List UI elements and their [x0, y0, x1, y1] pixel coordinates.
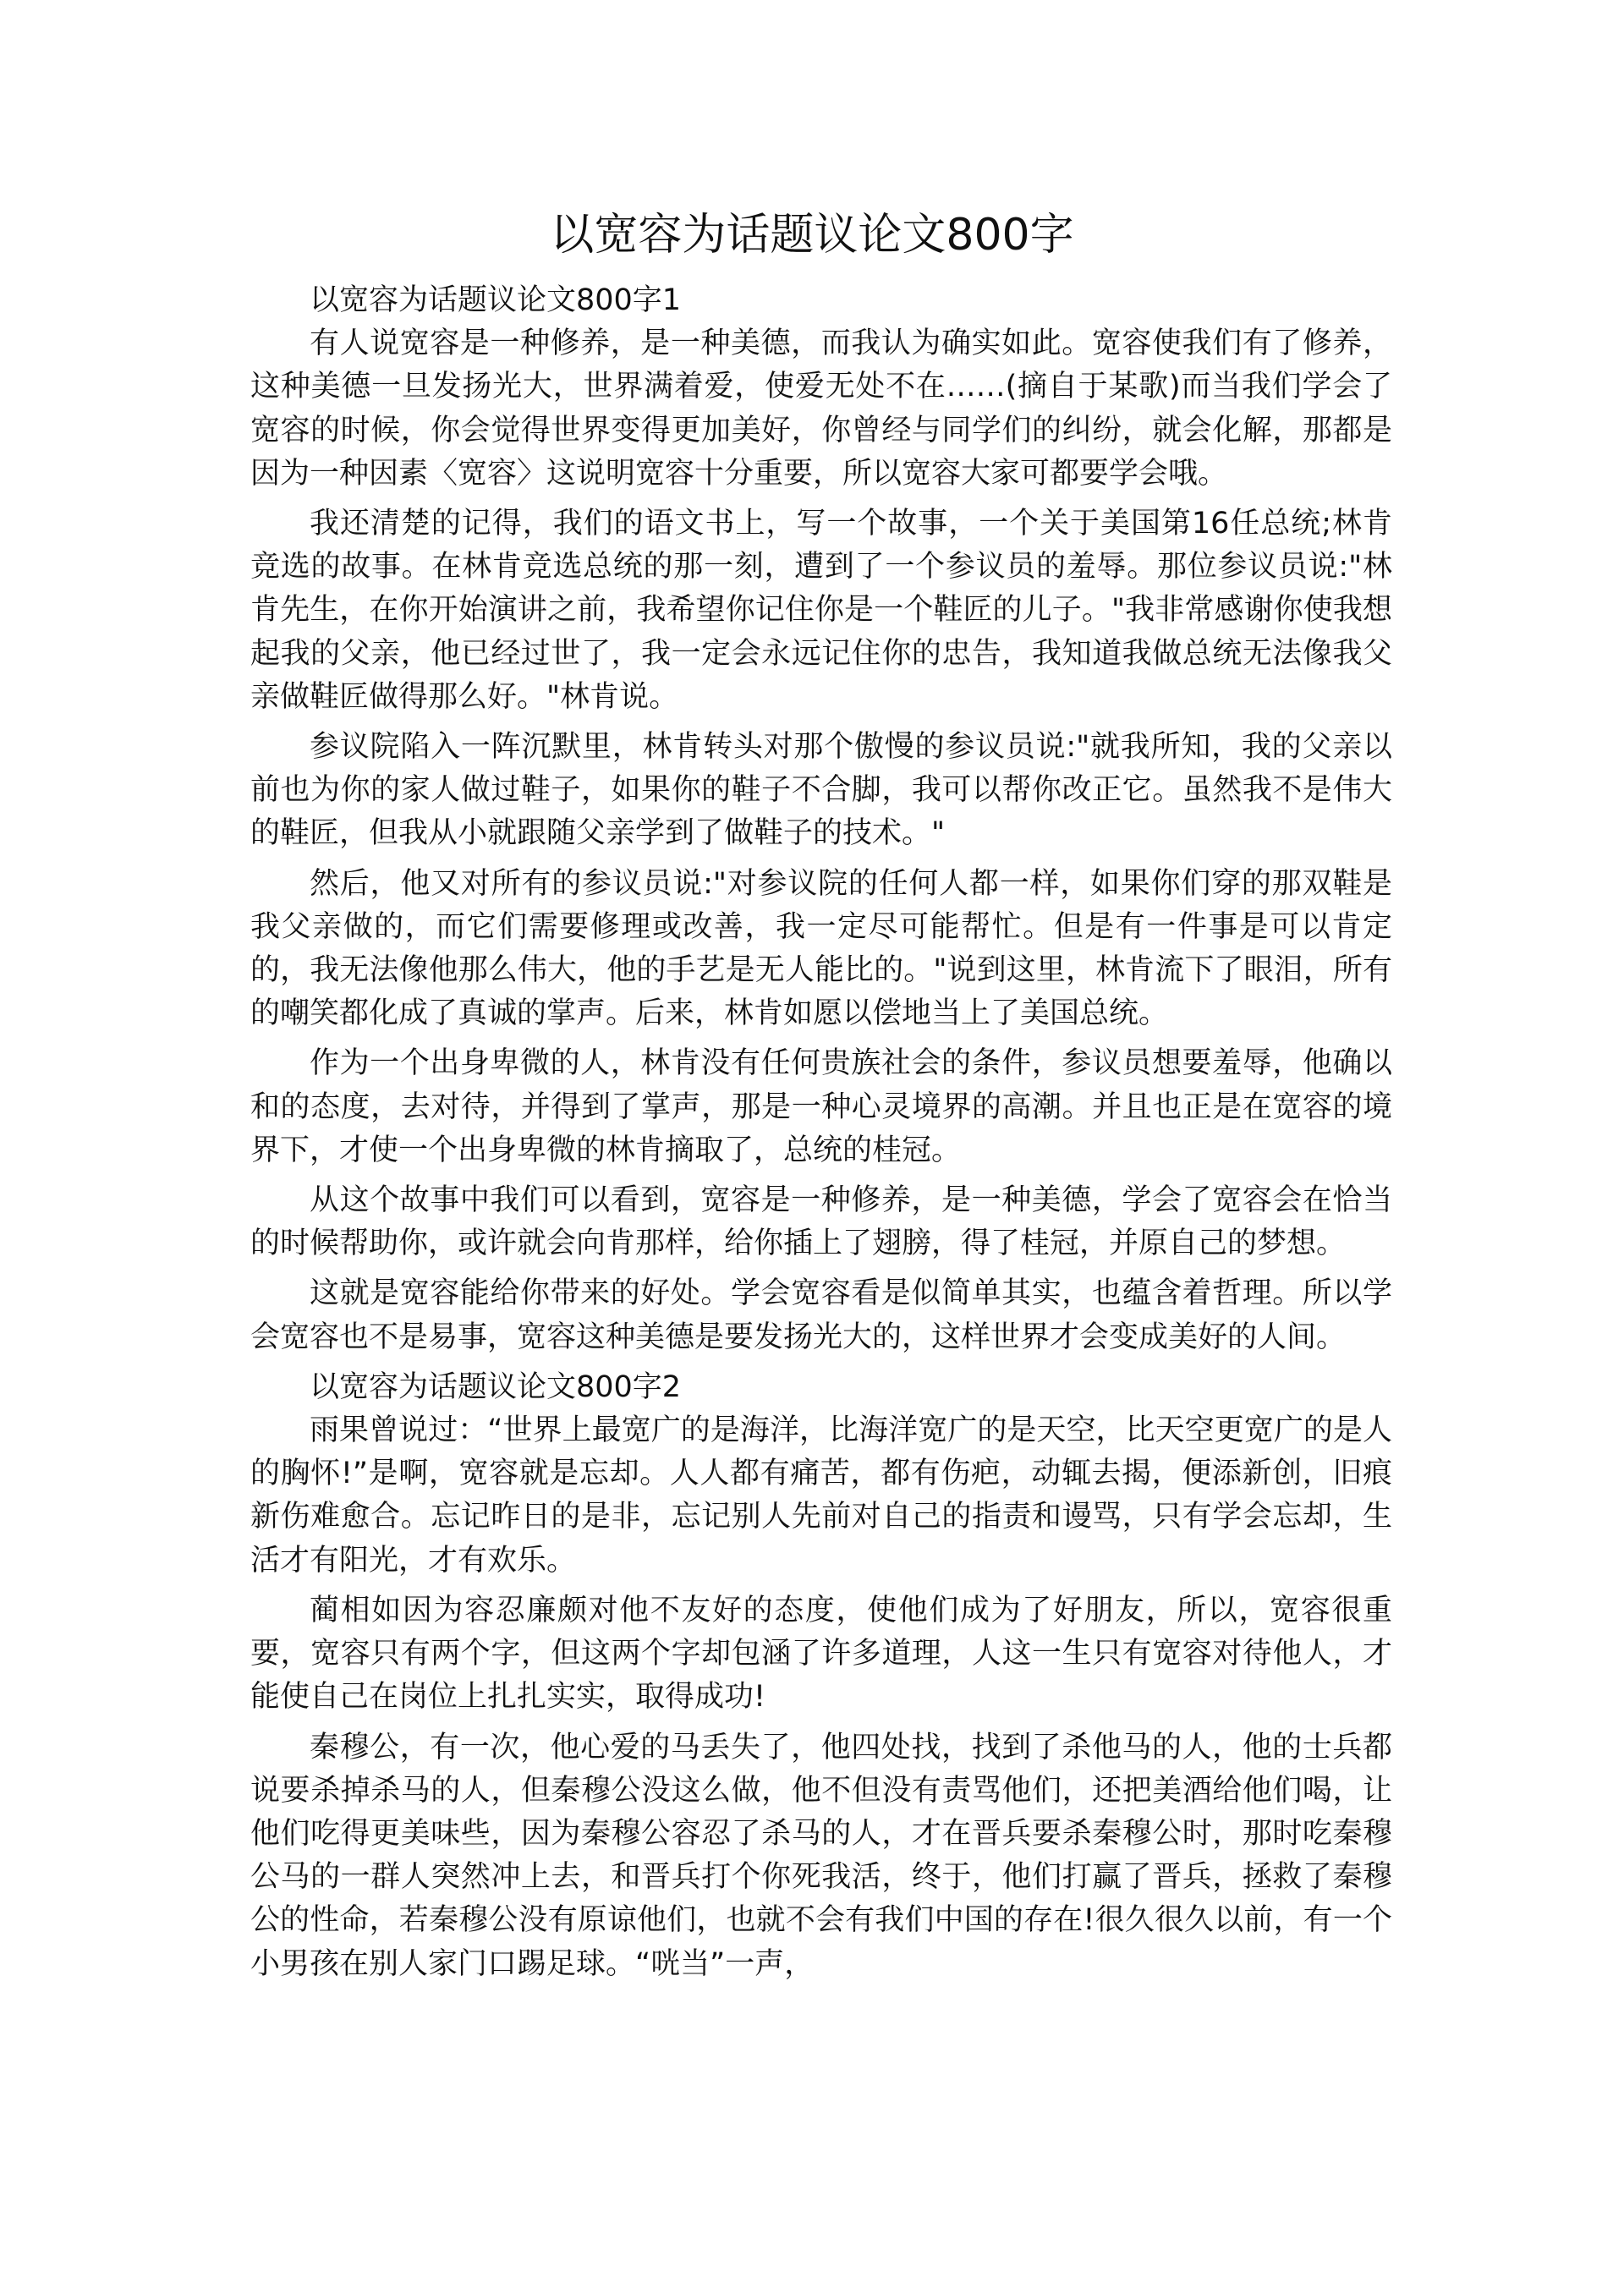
body-paragraph: 作为一个出身卑微的人，林肯没有任何贵族社会的条件，参议员想要羞辱，他确以和的态度，去对待，并得到了掌声，那是一种心灵境界的高潮。并且也正是在宽容的境界下，才使一个出身卑微的林肯摘取了，总统的桂冠。 [250, 1046, 1392, 1167]
document-title: 以宽容为话题议论文800字 [550, 210, 1074, 261]
body-paragraph: 蔺相如因为容忍廉颇对他不友好的态度，使他们成为了好朋友，所以，宽容很重要，宽容只有两个字，但这两个字却包涵了许多道理，人这一生只有宽容对待他人，才能使自己在岗位上扎扎实实，取得成功! [250, 1593, 1392, 1715]
body-paragraph: 从这个故事中我们可以看到，宽容是一种修养，是一种美德，学会了宽容会在恰当的时候帮助你，或许就会向肯那样，给你插上了翅膀，得了桂冠，并原自己的梦想。 [250, 1183, 1392, 1261]
section-heading: 以宽容为话题议论文800字2 [310, 1369, 682, 1404]
body-paragraph: 参议院陷入一阵沉默里，林肯转头对那个傲慢的参议员说:"就我所知，我的父亲以前也为你的家人做过鞋子，如果你的鞋子不合脚，我可以帮你改正它。虽然我不是伟大的鞋匠，但我从小就跟随父亲学到了做鞋子的技术。" [250, 730, 1392, 851]
body-paragraph: 然后，他又对所有的参议员说:"对参议院的任何人都一样，如果你们穿的那双鞋是我父亲做的，而它们需要修理或改善，我一定尽可能帮忙。但是有一件事是可以肯定的，我无法像他那么伟大，他的手艺是无人能比的。"说到这里，林肯流下了眼泪，所有的嘲笑都化成了真诚的掌声。后来，林肯如愿以偿地当上了美国总统。 [250, 866, 1392, 1031]
body-paragraph: 这就是宽容能给你带来的好处。学会宽容看是似简单其实，也蕴含着哲理。所以学会宽容也不是易事，宽容这种美德是要发扬光大的，这样世界才会变成美好的人间。 [250, 1276, 1392, 1354]
body-paragraph: 雨果曾说过：“世界上最宽广的是海洋，比海洋宽广的是天空，比天空更宽广的是人的胸怀!”是啊，宽容就是忘却。人人都有痛苦，都有伤疤，动辄去揭，便添新创，旧痕新伤难愈合。忘记昨日的是非，忘记别人先前对自己的指责和谩骂，只有学会忘却，生活才有阳光，才有欢乐。 [250, 1413, 1392, 1578]
body-paragraph: 秦穆公，有一次，他心爱的马丢失了，他四处找，找到了杀他马的人，他的士兵都说要杀掉杀马的人，但秦穆公没这么做，他不但没有责骂他们，还把美酒给他们喝，让他们吃得更美味些，因为秦穆公容忍了杀马的人，才在晋兵要杀秦穆公时，那时吃秦穆公马的一群人突然冲上去，和晋兵打个你死我活，终于，他们打赢了晋兵，拯救了秦穆公的性命，若秦穆公没有原谅他们，也就不会有我们中国的存在!很久很久以前，有一个小男孩在别人家门口踢足球。“咣当”一声， [250, 1730, 1392, 1981]
document-body [250, 279, 1392, 1993]
body-paragraph: 有人说宽容是一种修养，是一种美德，而我认为确实如此。宽容使我们有了修养，这种美德一旦发扬光大，世界满着爱，使爱无处不在……(摘自于某歌)而当我们学会了宽容的时候，你会觉得世界变得更加美好，你曾经与同学们的纠纷，就会化解，那都是因为一种因素〈宽容〉这说明宽容十分重要，所以宽容大家可都要学会哦。 [250, 327, 1392, 491]
body-paragraph: 我还清楚的记得，我们的语文书上，写一个故事，一个关于美国第16任总统;林肯竞选的故事。在林肯竞选总统的那一刻，遭到了一个参议员的羞辱。那位参议员说:"林肯先生，在你开始演讲之前，我希望你记住你是一个鞋匠的儿子。"我非常感谢你使我想起我的父亲，他已经过世了，我一定会永远记住你的忠告，我知道我做总统无法像我父亲做鞋匠做得那么好。"林肯说。 [250, 507, 1392, 714]
section-heading: 以宽容为话题议论文800字1 [310, 283, 682, 317]
